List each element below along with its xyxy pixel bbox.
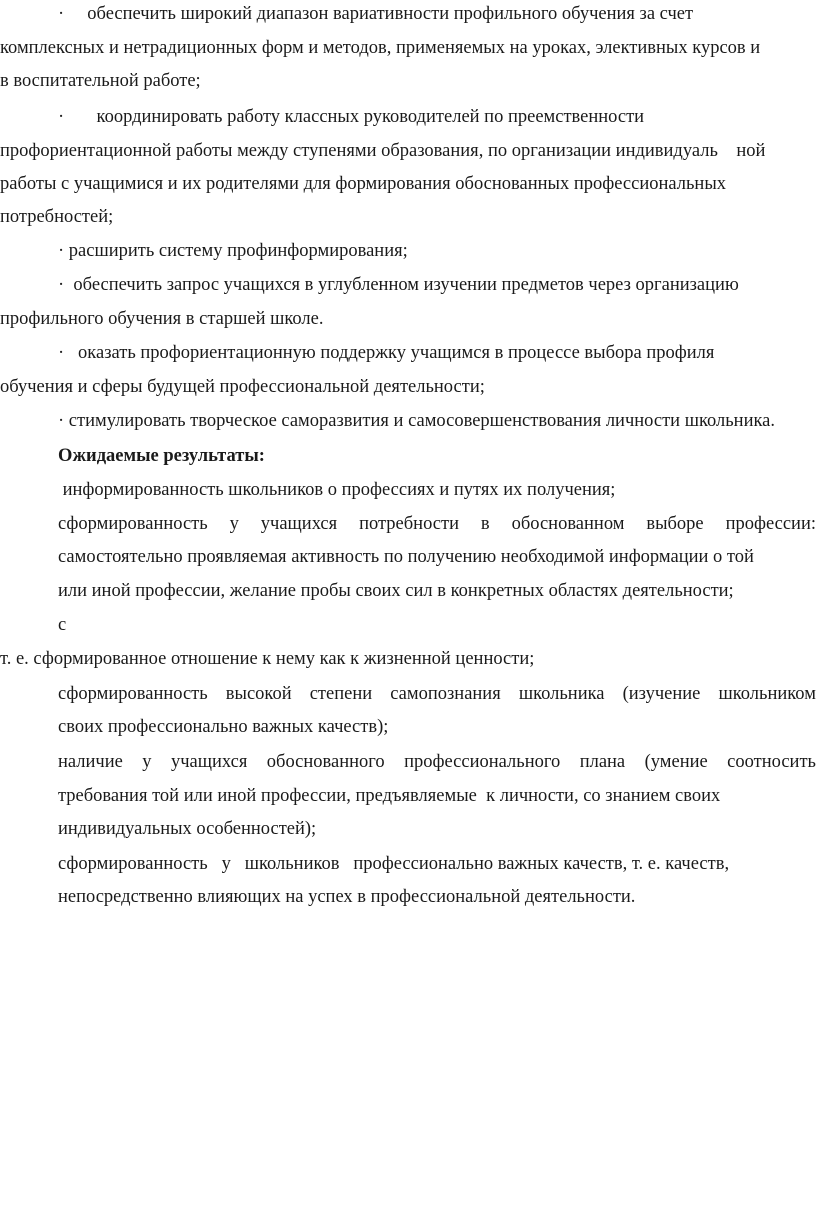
results-heading: Ожидаемые результаты: xyxy=(58,446,265,466)
word: учащихся xyxy=(260,514,338,534)
word: высокой xyxy=(225,684,292,704)
word: профессионального xyxy=(404,752,561,772)
bullet-2-line-3: работы с учащимися и их родителями для формирования обоснованных профессиональных xyxy=(0,174,726,194)
result-2-line-2: самостоятельно проявляемая активность по получению необходимой информации о той xyxy=(58,547,754,567)
word: (изучение xyxy=(622,684,701,704)
word: обоснованном xyxy=(511,514,625,534)
word: (умение xyxy=(644,752,708,772)
word: обоснованного xyxy=(266,752,385,772)
result-2-line-4: с xyxy=(58,615,67,635)
bullet-6: · стимулировать творческое саморазвития и самосовершенствования личности школьника. xyxy=(58,411,776,431)
bullet-4-line-2: профильного обучения в старшей школе. xyxy=(0,309,324,329)
bullet-5-line-1: · оказать профориентационную поддержку учащимся в процессе выбора профиля xyxy=(58,343,715,363)
word: в xyxy=(480,514,490,534)
result-3-line-2: своих профессионально важных качеств); xyxy=(58,717,389,737)
result-5-line-1: сформированность у школьников профессионально важных качеств, т. е. качеств, xyxy=(58,854,730,874)
word: соотносить xyxy=(727,752,816,772)
word: самопознания xyxy=(390,684,501,704)
bullet-1-line-1: · обеспечить широкий диапазон вариативности профильного обучения за счет xyxy=(58,4,694,24)
word: школьником xyxy=(718,684,816,704)
word: потребности xyxy=(359,514,459,534)
word: наличие xyxy=(58,752,123,772)
word: степени xyxy=(309,684,373,704)
word: сформированность xyxy=(58,514,208,534)
word: плана xyxy=(579,752,626,772)
word: школьника xyxy=(518,684,605,704)
bullet-3: · расширить систему профинформирования; xyxy=(58,241,408,261)
bullet-2-line-1: · координировать работу классных руководителей по преемственности xyxy=(58,107,645,127)
word: сформированность xyxy=(58,684,208,704)
result-1: информированность школьников о профессиях и путях их получения; xyxy=(58,480,616,500)
word: у xyxy=(229,514,239,534)
result-4-line-2: требования той или иной профессии, предъявляемые к личности, со знанием своих xyxy=(58,786,721,806)
result-2-line-1 xyxy=(58,513,816,535)
bullet-5-line-2: обучения и сферы будущей профессиональной деятельности; xyxy=(0,377,485,397)
result-4-line-1 xyxy=(58,751,816,773)
result-4-line-3: индивидуальных особенностей); xyxy=(58,819,317,839)
bullet-1-line-2: комплексных и нетрадиционных форм и методов, применяемых на уроках, элективных курсов и xyxy=(0,38,761,58)
bullet-1-line-3: в воспитательной работе; xyxy=(0,71,201,91)
word: выборе xyxy=(646,514,704,534)
result-5-line-2: непосредственно влияющих на успех в профессиональной деятельности. xyxy=(58,887,636,907)
result-2-line-5: т. е. сформированное отношение к нему как к жизненной ценности; xyxy=(0,649,535,669)
bullet-2-line-2: профориентационной работы между ступенями образования, по организации индивидуаль ной xyxy=(0,141,766,161)
result-3-line-1 xyxy=(58,683,816,705)
bullet-4-line-1: · обеспечить запрос учащихся в углубленном изучении предметов через организацию xyxy=(58,275,739,295)
result-2-line-3: или иной профессии, желание пробы своих сил в конкретных областях деятельности; xyxy=(58,581,734,601)
word: учащихся xyxy=(170,752,248,772)
bullet-2-line-4: потребностей; xyxy=(0,207,114,227)
word: у xyxy=(142,752,152,772)
word: профессии: xyxy=(725,514,816,534)
